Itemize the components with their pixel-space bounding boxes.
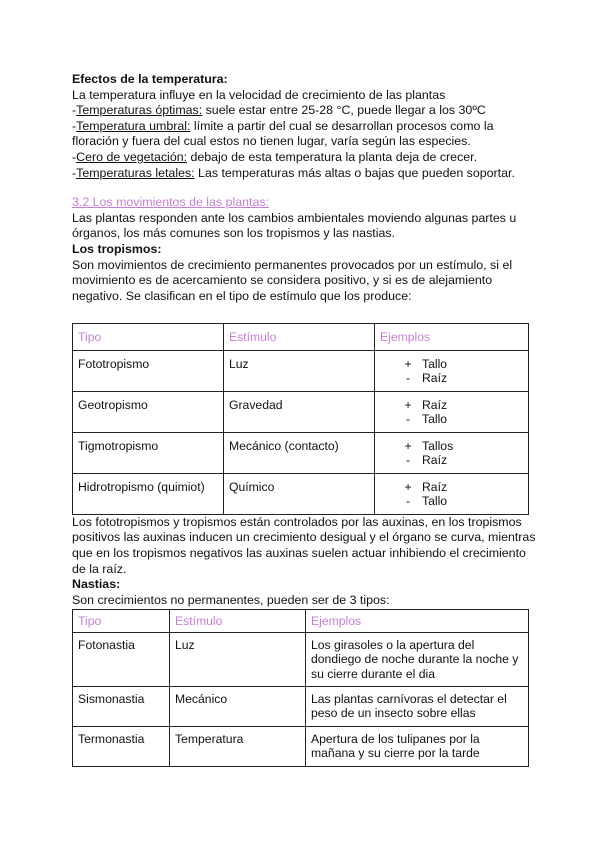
cell-ejemplos (375, 432, 529, 473)
temperature-intro: La temperatura influye en la velocidad de crecimiento de las plantas (72, 87, 446, 102)
definition: Las temperaturas más altas o bajas que pueden soportar. (194, 165, 515, 180)
cell-ejemplos (375, 391, 529, 432)
table-row (73, 726, 529, 766)
cell-tipo: Fotonastia (73, 632, 170, 686)
cell-tipo: Sismonastia (73, 686, 170, 726)
example-item: - Raíz (405, 453, 448, 468)
paragraph-line: que en los tropismos negativos las auxinas suelen actuar inhibiendo el crecimiento (72, 545, 526, 560)
example-item: + Tallos (404, 438, 454, 453)
header-ejemplos: Ejemplos (375, 324, 529, 350)
cell-ejemplos (375, 350, 529, 391)
table-row (73, 350, 529, 391)
cell-ejemplos: Apertura de los tulipanes por la mañana y su cierre por la tarde (306, 726, 529, 766)
header-tipo: Tipo (73, 610, 170, 632)
example-item: + Tallo (404, 356, 448, 371)
paragraph-line: de la raíz. (72, 561, 127, 576)
header-tipo: Tipo (73, 324, 224, 350)
paragraph-line: Los fototropismos y tropismos están controlados por las auxinas, en los tropismos (72, 514, 522, 529)
definition: límite a partir del cual se desarrollan procesos como la (190, 118, 494, 133)
paragraph-line: positivos las auxinas inducen un crecimiento desigual y el órgano se curva, mientras (72, 530, 536, 545)
example-item: - Raíz (405, 371, 448, 386)
cell-tipo: Fototropismo (73, 350, 224, 391)
table-row (73, 686, 529, 726)
example-item: - Tallo (405, 412, 448, 427)
term: Temperaturas letales: (76, 165, 195, 180)
cell-estimulo: Químico (224, 473, 375, 514)
document-page (72, 72, 536, 767)
temperature-item: -Cero de vegetación: debajo de esta temperatura la planta deja de crecer. (72, 149, 478, 164)
paragraph-line: órganos, los más comunes son los tropismos y las nastias. (72, 226, 395, 241)
term: Temperaturas óptimas: (76, 103, 203, 118)
header-ejemplos: Ejemplos (306, 610, 529, 632)
table-header-row (73, 324, 529, 350)
section-title-link[interactable]: 3.2 Los movimientos de las plantas: (72, 195, 269, 210)
paragraph-line: Las plantas responden ante los cambios ambientales moviendo algunas partes u (72, 210, 517, 225)
temperature-item: -Temperaturas letales: Las temperaturas más altas o bajas que pueden soportar. (72, 165, 515, 180)
paragraph-line: negativo. Se clasifican en el tipo de estímulo que los produce: (72, 288, 412, 303)
paragraph-line: movimiento es de acercamiento se considera positivo, y si es de alejamiento (72, 273, 493, 288)
table-header-row (73, 610, 529, 632)
cell-tipo: Geotropismo (73, 391, 224, 432)
cell-ejemplos: Los girasoles o la apertura del dondiego de noche durante la noche y su cierre durante el dia (306, 632, 529, 686)
temperature-heading: Efectos de la temperatura: (72, 72, 228, 86)
table-row (73, 432, 529, 473)
header-estimulo: Estímulo (170, 610, 306, 632)
tropisms-table (72, 323, 529, 514)
nastias-heading: Nastias: (72, 577, 121, 592)
term: Cero de vegetación: (76, 149, 188, 164)
cell-estimulo: Gravedad (224, 391, 375, 432)
paragraph-line: Son movimientos de crecimiento permanentes provocados por un estímulo, si el (72, 257, 513, 272)
cell-estimulo: Mecánico (170, 686, 306, 726)
definition: debajo de esta temperatura la planta deja de crecer. (187, 149, 478, 164)
cell-estimulo: Luz (170, 632, 306, 686)
table-row (73, 391, 529, 432)
paragraph-line: Son crecimientos no permanentes, pueden ser de 3 tipos: (72, 592, 390, 607)
cell-estimulo: Luz (224, 350, 375, 391)
cell-ejemplos (375, 473, 529, 514)
cell-estimulo: Mecánico (contacto) (224, 432, 375, 473)
cell-tipo: Hidrotropismo (quimiot) (73, 473, 224, 514)
example-item: + Raíz (404, 479, 448, 494)
cell-tipo: Tigmotropismo (73, 432, 224, 473)
table-row (73, 632, 529, 686)
definition-continuation: floración y fuera del cual estos no tienen lugar, varía según las especies. (72, 134, 471, 149)
example-item: - Tallo (405, 494, 448, 509)
term: Temperatura umbral: (76, 118, 191, 133)
table-row (73, 473, 529, 514)
cell-ejemplos: Las plantas carnívoras el detectar el peso de un insecto sobre ellas (306, 686, 529, 726)
cell-tipo: Termonastia (73, 726, 170, 766)
temperature-item: -Temperaturas óptimas: suele estar entre 25-28 °C, puede llegar a los 30ºC (72, 103, 486, 118)
nastias-table (72, 609, 529, 766)
temperature-item: -Temperatura umbral: límite a partir del cual se desarrollan procesos como la (72, 118, 494, 133)
tropisms-heading: Los tropismos: (72, 241, 162, 256)
example-item: + Raíz (404, 397, 448, 412)
definition: suele estar entre 25-28 °C, puede llegar a los 30ºC (202, 103, 486, 118)
header-estimulo: Estímulo (224, 324, 375, 350)
cell-estimulo: Temperatura (170, 726, 306, 766)
